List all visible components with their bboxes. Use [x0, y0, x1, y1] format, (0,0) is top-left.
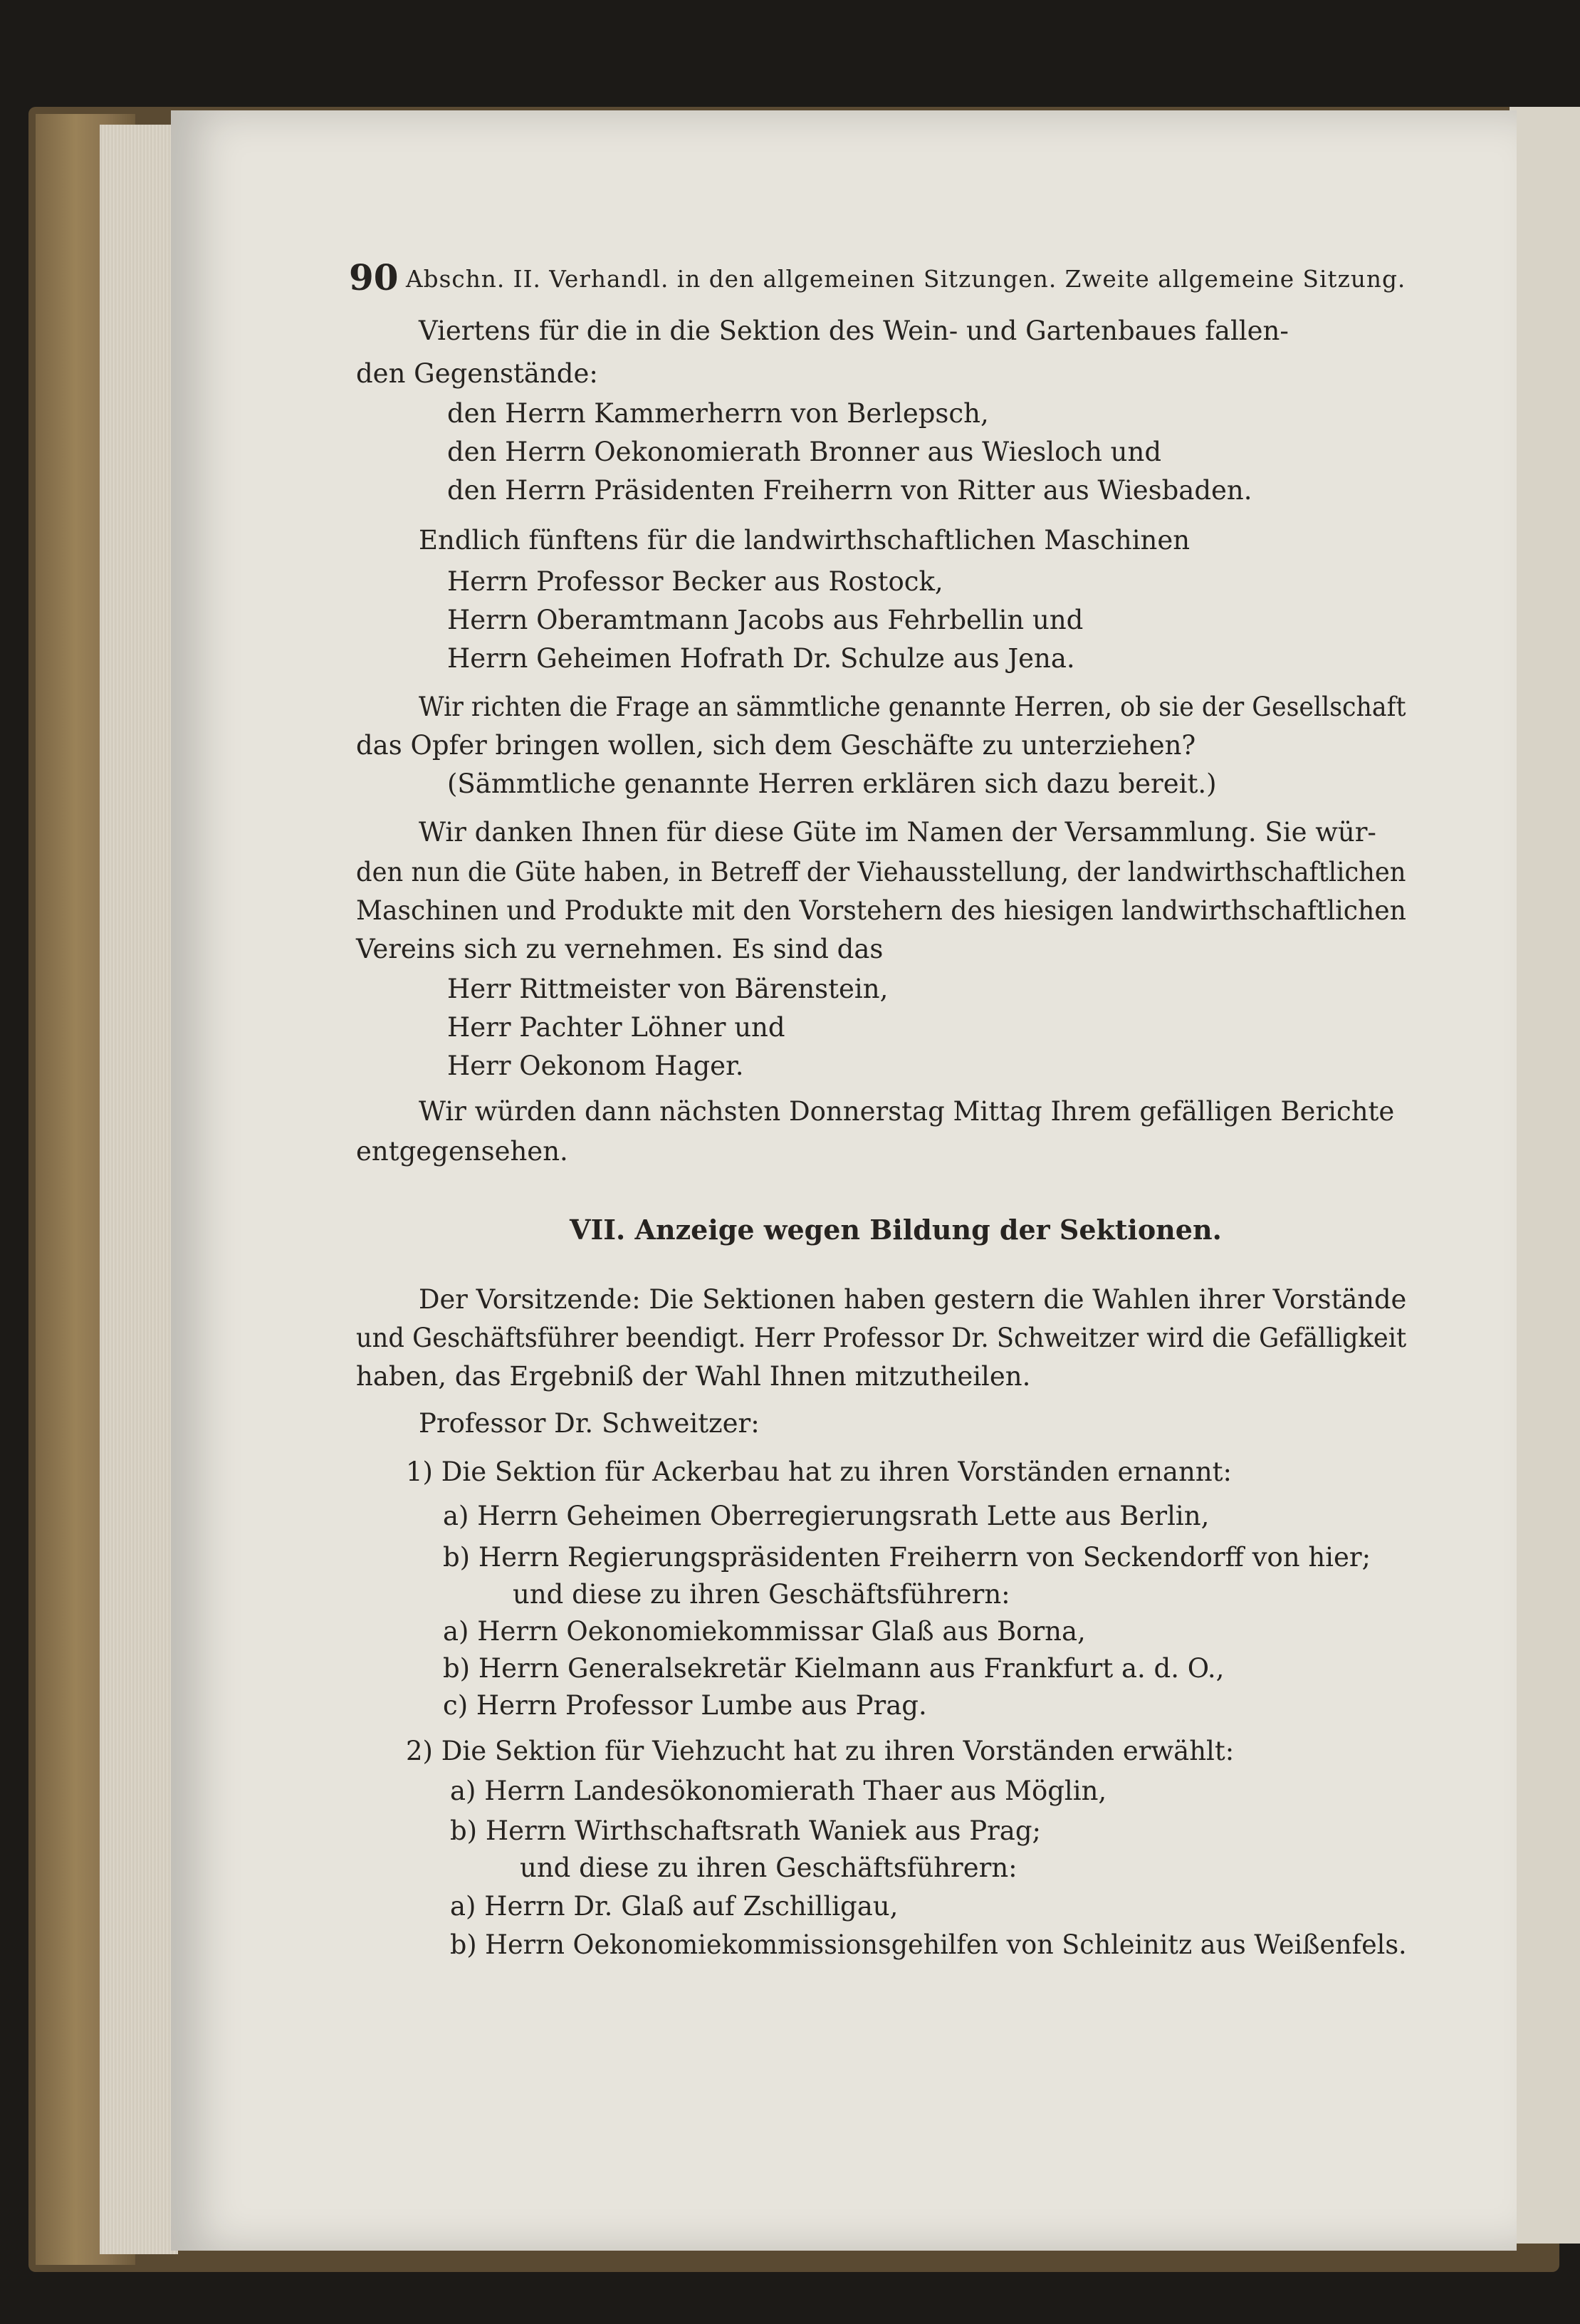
text-line: a) Herrn Dr. Glaß auf Zschilligau,: [450, 1891, 899, 1922]
text-line: a) Herrn Geheimen Oberregierungsrath Lette aus Berlin,: [443, 1501, 1210, 1531]
text-line: und Geschäftsführer beendigt. Herr Professor Dr. Schweitzer wird die Gefälligkeit: [356, 1323, 1407, 1353]
page-number: 90: [349, 256, 399, 298]
text-line: b) Herrn Oekonomiekommissionsgehilfen von Schleinitz aus Weißenfels.: [450, 1929, 1407, 1960]
text-line: Wir danken Ihnen für diese Güte im Namen der Versammlung. Sie wür-: [419, 817, 1376, 848]
text-line: Herrn Geheimen Hofrath Dr. Schulze aus Jena.: [447, 643, 1075, 674]
text-line: den Herrn Präsidenten Freiherrn von Ritter aus Wiesbaden.: [447, 475, 1252, 506]
section-heading: VII. Anzeige wegen Bildung der Sektionen.: [570, 1214, 1222, 1246]
text-line: Wir richten die Frage an sämmtliche genannte Herren, ob sie der Gesellschaft: [419, 692, 1406, 722]
text-line: den Herrn Kammerherrn von Berlepsch,: [447, 398, 989, 429]
text-line: den Gegenstände:: [356, 358, 598, 389]
text-line: 1) Die Sektion für Ackerbau hat zu ihren Vorständen ernannt:: [406, 1457, 1232, 1487]
text-line: und diese zu ihren Geschäftsführern:: [513, 1579, 1010, 1610]
text-line: a) Herrn Landesökonomierath Thaer aus Möglin,: [450, 1776, 1107, 1806]
text-line: den Herrn Oekonomierath Bronner aus Wiesloch und: [447, 437, 1162, 467]
text-line: 2) Die Sektion für Viehzucht hat zu ihren Vorständen erwählt:: [406, 1736, 1235, 1766]
text-line: Herr Rittmeister von Bärenstein,: [447, 974, 889, 1004]
text-line: b) Herrn Wirthschaftsrath Waniek aus Prag;: [450, 1815, 1042, 1846]
text-line: Vereins sich zu vernehmen. Es sind das: [356, 934, 884, 964]
text-line: den nun die Güte haben, in Betreff der Viehausstellung, der landwirthschaftlichen: [356, 857, 1406, 887]
text-line: Herrn Oberamtmann Jacobs aus Fehrbellin und: [447, 605, 1084, 635]
running-title: Abschn. II. Verhandl. in den allgemeinen Sitzungen. Zweite allgemeine Sitzung.: [406, 265, 1406, 293]
text-line: Maschinen und Produkte mit den Vorstehern des hiesigen landwirthschaftlichen: [356, 895, 1406, 926]
text-line: Endlich fünftens für die landwirthschaftlichen Maschinen: [419, 525, 1191, 556]
text-line: b) Herrn Generalsekretär Kielmann aus Frankfurt a. d. O.,: [443, 1653, 1225, 1684]
text-line: Herr Pachter Löhner und: [447, 1012, 785, 1043]
text-line: Wir würden dann nächsten Donnerstag Mittag Ihrem gefälligen Berichte: [419, 1096, 1395, 1127]
text-line: a) Herrn Oekonomiekommissar Glaß aus Borna,: [443, 1616, 1086, 1647]
text-line: Professor Dr. Schweitzer:: [419, 1408, 760, 1439]
text-line: haben, das Ergebniß der Wahl Ihnen mitzutheilen.: [356, 1361, 1031, 1392]
text-line: b) Herrn Regierungspräsidenten Freiherrn von Seckendorff von hier;: [443, 1542, 1371, 1573]
text-line: Herr Oekonom Hager.: [447, 1051, 744, 1081]
text-line: entgegensehen.: [356, 1136, 568, 1167]
text-line: das Opfer bringen wollen, sich dem Geschäfte zu unterziehen?: [356, 730, 1196, 761]
text-line: Viertens für die in die Sektion des Wein- und Gartenbaues fallen-: [419, 316, 1289, 346]
text-line: (Sämmtliche genannte Herren erklären sich dazu bereit.): [447, 768, 1217, 799]
text-line: Der Vorsitzende: Die Sektionen haben gestern die Wahlen ihrer Vorstände: [419, 1284, 1407, 1315]
text-line: c) Herrn Professor Lumbe aus Prag.: [443, 1690, 927, 1721]
text-line: Herrn Professor Becker aus Rostock,: [447, 566, 943, 597]
text-line: und diese zu ihren Geschäftsführern:: [520, 1853, 1017, 1883]
